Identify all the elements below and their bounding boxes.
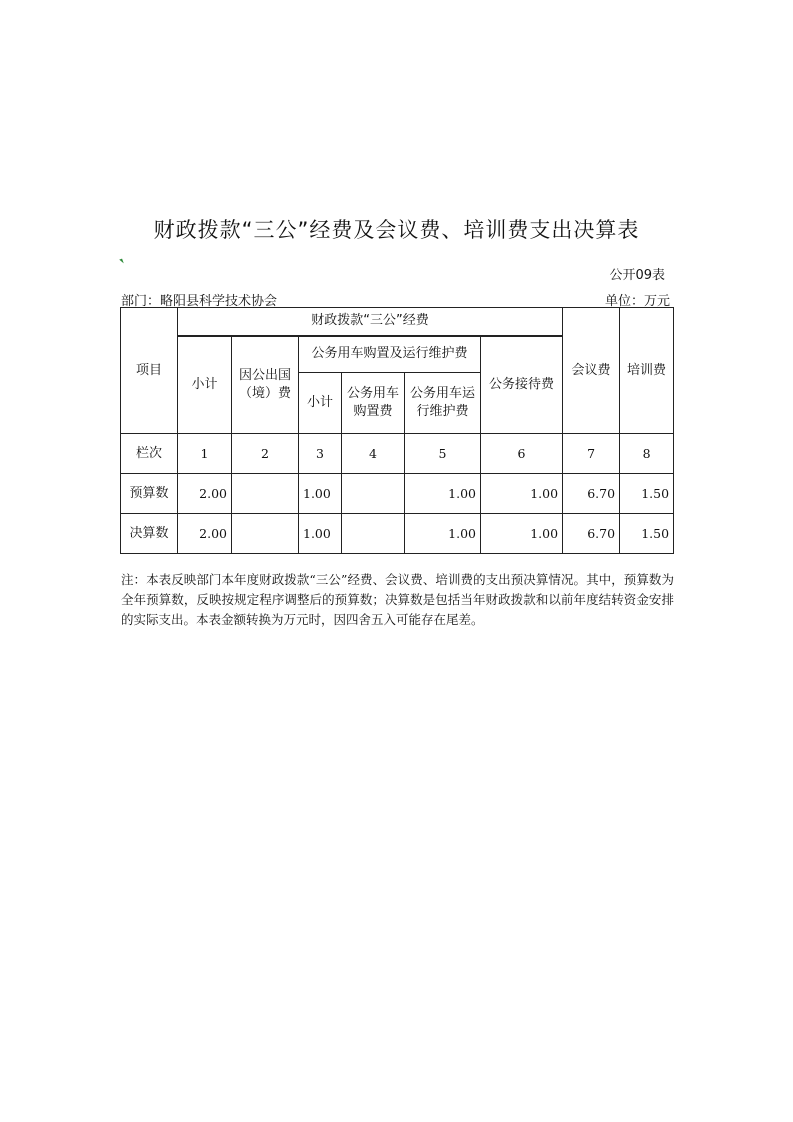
department-label: 部门：略阳县科学技术协会 [121,294,278,309]
table-cell: 5 [405,434,481,474]
table-cell [342,514,405,554]
table-cell: 2 [232,434,299,474]
header-training: 培训费 [620,308,674,434]
table-cell: 1.00 [481,514,563,554]
table-cell: 1.00 [405,474,481,514]
header-item: 项目 [121,308,178,434]
form-number: 公开09表 [609,268,665,283]
header-reception: 公务接待费 [481,336,563,434]
table-cell: 6.70 [563,514,620,554]
row-label: 决算数 [121,514,178,554]
table-row [121,474,674,514]
table-cell: 1.00 [481,474,563,514]
row-label: 预算数 [121,474,178,514]
table-cell: 4 [342,434,405,474]
table-cell: 2.00 [178,474,232,514]
header-vehicle-operation: 公务用车运行维护费 [405,373,481,434]
table-row [121,434,674,474]
table-cell: 1.00 [299,514,342,554]
table-cell: 7 [563,434,620,474]
table-cell: 1 [178,434,232,474]
header-subtotal: 小计 [178,336,232,434]
table-cell: 1.50 [620,474,674,514]
expenditure-table [120,307,674,554]
header-meeting: 会议费 [563,308,620,434]
footnote: 注：本表反映部门本年度财政拨款“三公”经费、会议费、培训费的支出预决算情况。其中，预算数为全年预算数，反映按规定程序调整后的预算数；决算数是包括当年财政拨款和以前年度结转资金安排的实际支出。本表金额转换为万元时，因四舍五入可能存在尾差。 [121,572,674,627]
header-sangong-group: 财政拨款“三公”经费 [178,308,563,336]
header-vehicle-group: 公务用车购置及运行维护费 [299,336,481,373]
table-cell: 2.00 [178,514,232,554]
green-corner-mark [119,259,124,265]
table-cell: 8 [620,434,674,474]
table-cell: 1.00 [299,474,342,514]
header-vehicle-purchase: 公务用车购置费 [342,373,405,434]
table-cell: 1.50 [620,514,674,554]
table-cell [342,474,405,514]
table-cell [232,514,299,554]
table-cell: 3 [299,434,342,474]
header-vehicle-subtotal: 小计 [299,373,342,434]
table-row [121,514,674,554]
unit-label: 单位：万元 [604,294,670,309]
row-label: 栏次 [121,434,178,474]
page-title: 财政拨款“三公”经费及会议费、培训费支出决算表 [153,218,640,242]
table-cell: 6.70 [563,474,620,514]
table-cell: 1.00 [405,514,481,554]
table-cell [232,474,299,514]
header-abroad: 因公出国（境）费 [232,336,299,434]
table-cell: 6 [481,434,563,474]
